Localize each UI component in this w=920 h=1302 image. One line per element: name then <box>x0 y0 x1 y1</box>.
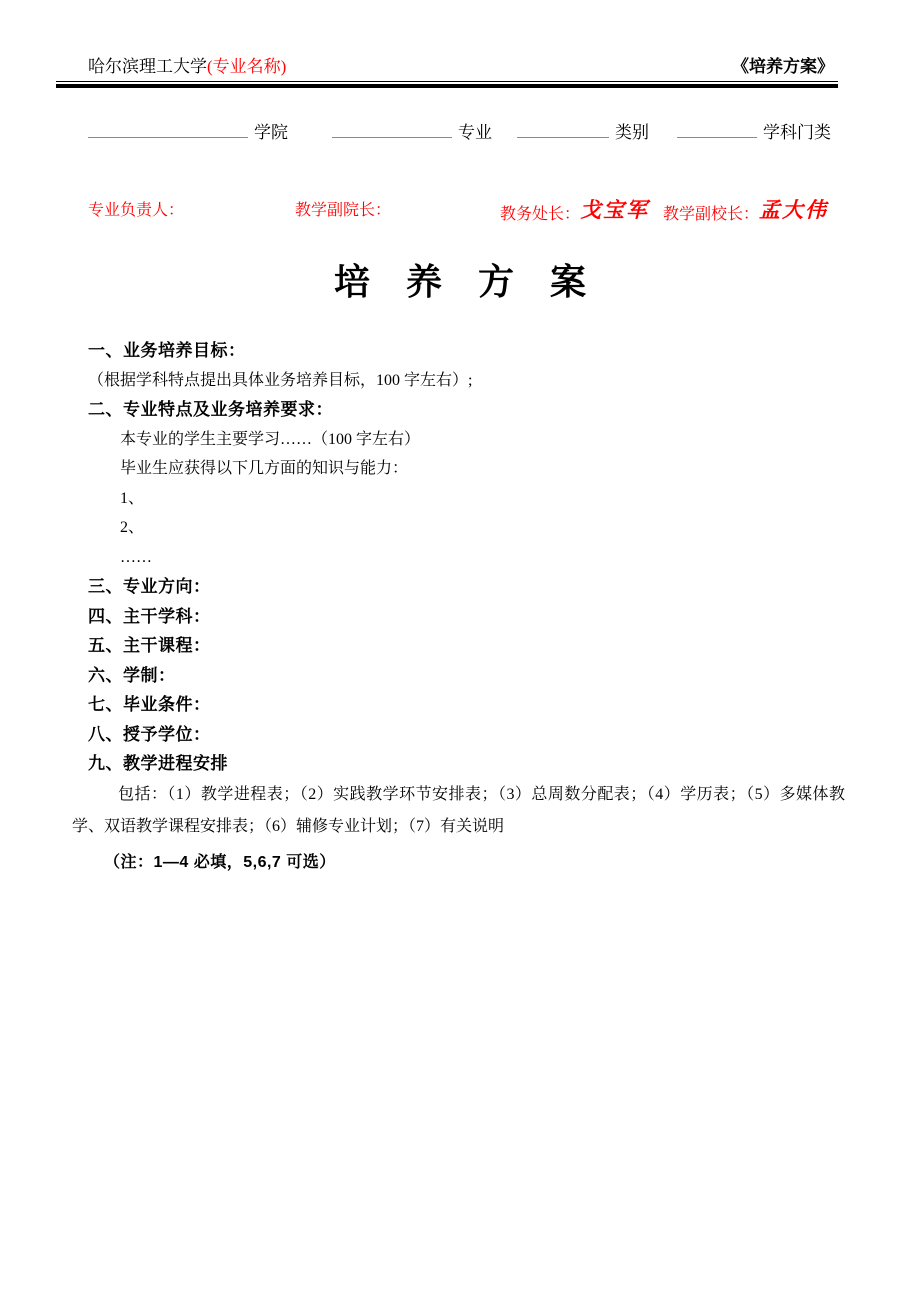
form-row <box>88 120 854 145</box>
document-title: 培 养 方 案 <box>333 261 586 302</box>
page-header <box>56 56 838 88</box>
section-heading-8: 八、授予学位： <box>88 724 211 744</box>
officer-academic-affairs-director <box>500 196 649 226</box>
section-heading-9: 九、教学进程安排 <box>88 754 228 773</box>
section-heading-7: 七、毕业条件： <box>88 695 211 714</box>
section-heading-6: 六、学制： <box>88 665 176 685</box>
college-label: 学院 <box>254 123 288 142</box>
header-doc-label: 《培养方案》 <box>732 57 834 76</box>
section-2-item-2: 2、 <box>120 519 145 536</box>
header-left <box>88 56 286 78</box>
section-1-note: （根据学科特点提出具体业务培养目标，100 字左右）; <box>88 371 473 389</box>
major-label: 专业 <box>458 123 492 142</box>
officer-label: 教学副院长： <box>295 202 392 219</box>
section-heading-2: 二、专业特点及业务培养要求： <box>88 400 333 419</box>
officer-vice-president <box>663 196 828 226</box>
officer-label: 教学副校长： <box>663 206 760 223</box>
blank-line-category <box>517 120 609 138</box>
section-2-ellipsis: …… <box>120 548 152 566</box>
university-name: 哈尔滨理工大学 <box>88 57 207 76</box>
section-2-item-1: 1、 <box>120 489 145 507</box>
discipline-label: 学科门类 <box>763 123 831 142</box>
officer-vice-dean <box>295 196 391 221</box>
header-text-row <box>56 56 838 82</box>
section-heading-5: 五、主干课程： <box>88 636 211 655</box>
officer-signature: 孟大伟 <box>759 198 829 222</box>
blank-line-discipline <box>677 120 757 138</box>
section-heading-1: 一、业务培养目标： <box>88 341 246 360</box>
category-label: 类别 <box>615 123 649 142</box>
officer-label: 教务处长： <box>500 206 581 223</box>
section-9-note: （注：1—4 必填，5,6,7 可选） <box>104 853 336 871</box>
blank-line-major <box>332 120 452 138</box>
officer-signature: 戈宝军 <box>580 198 650 222</box>
officer-program-director <box>88 196 184 221</box>
officer-label: 专业负责人： <box>88 202 185 219</box>
section-2-line-1: 本专业的学生主要学习……（100 字左右） <box>120 430 421 448</box>
major-name-placeholder: (专业名称) <box>207 57 287 76</box>
officers-row <box>88 192 854 224</box>
section-2-line-2: 毕业生应获得以下几方面的知识与能力： <box>120 460 409 477</box>
section-heading-3: 三、专业方向： <box>88 577 211 596</box>
header-divider <box>56 84 838 88</box>
blank-line-college <box>88 120 248 138</box>
section-9-paragraph: 包括：（1）教学进程表；（2）实践教学环节安排表；（3）总周数分配表；（4）学历表；（5）多媒体教学、双语教学课程安排表；（6）辅修专业计划；（7）有关说明 <box>72 785 845 835</box>
section-heading-4: 四、主干学科： <box>88 606 211 626</box>
document-body <box>72 336 854 877</box>
